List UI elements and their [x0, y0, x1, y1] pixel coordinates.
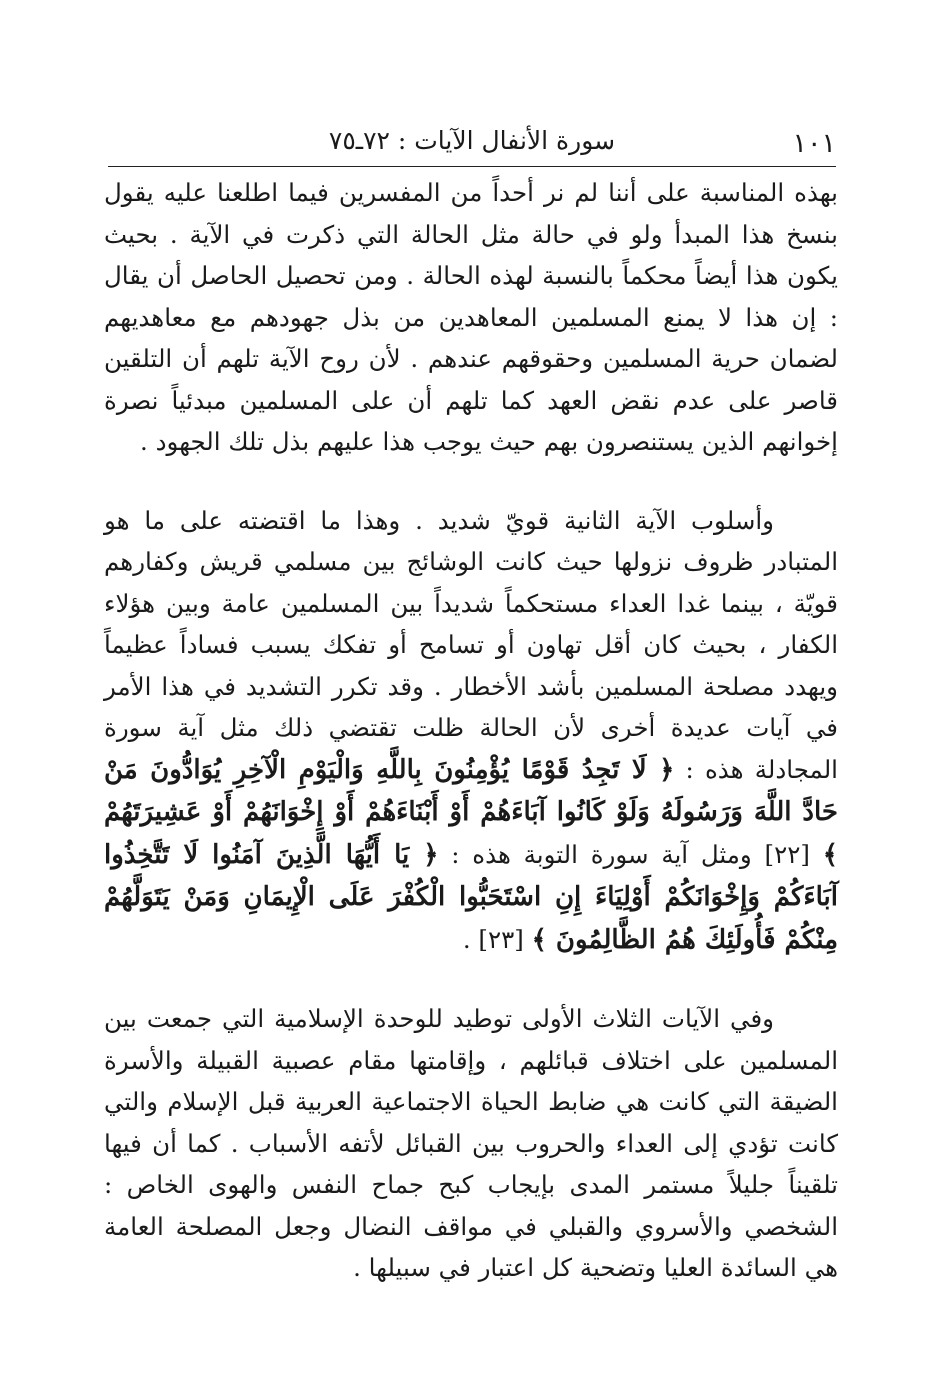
page-number: ١٠١	[792, 128, 836, 159]
verse-reference-22: [٢٢]	[764, 839, 810, 869]
paragraph-2-middle: ومثل آية سورة التوبة هذه :	[451, 839, 752, 869]
running-header	[108, 122, 836, 167]
quran-verse-tawba: ﴿ يَا أَيُّهَا الَّذِينَ آمَنُوا لَا تَتَّخِذُوا آبَاءَكُمْ وَإِخْوَانَكُمْ أَوْلِيَاءَ إِنِ اسْتَحَبُّوا الْكُفْرَ عَلَى الْإِيمَانِ وَمَنْ يَتَوَلَّهُمْ مِنْكُمْ فَأُولَئِكَ هُمُ الظَّالِمُونَ ﴾	[104, 839, 838, 955]
paragraph-1: بهذه المناسبة على أننا لم نر أحداً من المفسرين فيما اطلعنا عليه يقول بنسخ هذا المبدأ ولو في حالة مثل الحالة التي ذكرت في الآية . بحيث يكون هذا أيضاً محكماً بالنسبة لهذه الحالة . ومن تحصيل الحاصل أن يقال : إن هذا لا يمنع المسلمين المعاهدين من بذل جهودهم مع معاهديهم لضمان حرية المسلمين وحقوقهم عندهم . لأن روح الآية تلهم أن التلقين قاصر على عدم نقض العهد كما تلهم أن على المسلمين مبدئياً نصرة إخوانهم الذين يستنصرون بهم حيث يوجب هذا عليهم بذل تلك الجهود .	[104, 178, 838, 456]
running-title: سورة الأنفال الآيات : ٧٢ـ٧٥	[328, 126, 616, 155]
verse-reference-23: [٢٣] .	[462, 924, 524, 954]
paragraph-2-intro: وأسلوب الآية الثانية قويّ شديد . وهذا ما اقتضته على ما هو المتبادر ظروف نزولها حيث كانت الوشائج بين مسلمي قريش وكفارهم قويّة ، بينما غدا العداء مستحكماً شديداً بين المسلمين عامة وبين هؤلاء الكفار ، بحيث كان أقل تهاون أو تسامح أو تفكك يسبب فساداً عظيماً ويهدد مصلحة المسلمين بأشد الأخطار . وقد تكرر التشديد في هذا الأمر في آيات عديدة أخرى لأن الحالة ظلت تقتضي ذلك مثل آية سورة المجادلة هذه :	[104, 505, 838, 784]
quran-verse-mujadila: ﴿ لَا تَجِدُ قَوْمًا يُؤْمِنُونَ بِاللَّهِ وَالْيَوْمِ الْآخِرِ يُوَادُّونَ مَنْ حَادَّ اللَّهَ وَرَسُولَهُ وَلَوْ كَانُوا آبَاءَهُمْ أَوْ أَبْنَاءَهُمْ أَوْ إِخْوَانَهُمْ أَوْ عَشِيرَتَهُمْ ﴾	[104, 754, 838, 870]
paragraph-3: وفي الآيات الثلاث الأولى توطيد للوحدة الإسلامية التي جمعت بين المسلمين على اختلاف قبائلهم ، وإقامتها مقام عصبية القبيلة والأسرة الضيقة التي كانت هي ضابط الحياة الاجتماعية العربية قبل الإسلام والتي كانت تؤدي إلى العداء والحروب بين القبائل لأتفه الأسباب . كما أن فيها تلقيناً جليلاً مستمر المدى بإيجاب كبح جماح النفس والهوى الخاص : الشخصي والأسروي والقبلي في مواقف النضال وجعل المصلحة العامة هي السائدة العليا وتضحية كل اعتبار في سبيلها .	[104, 1004, 838, 1282]
paragraph-2	[104, 500, 838, 962]
body-text	[104, 172, 838, 1289]
